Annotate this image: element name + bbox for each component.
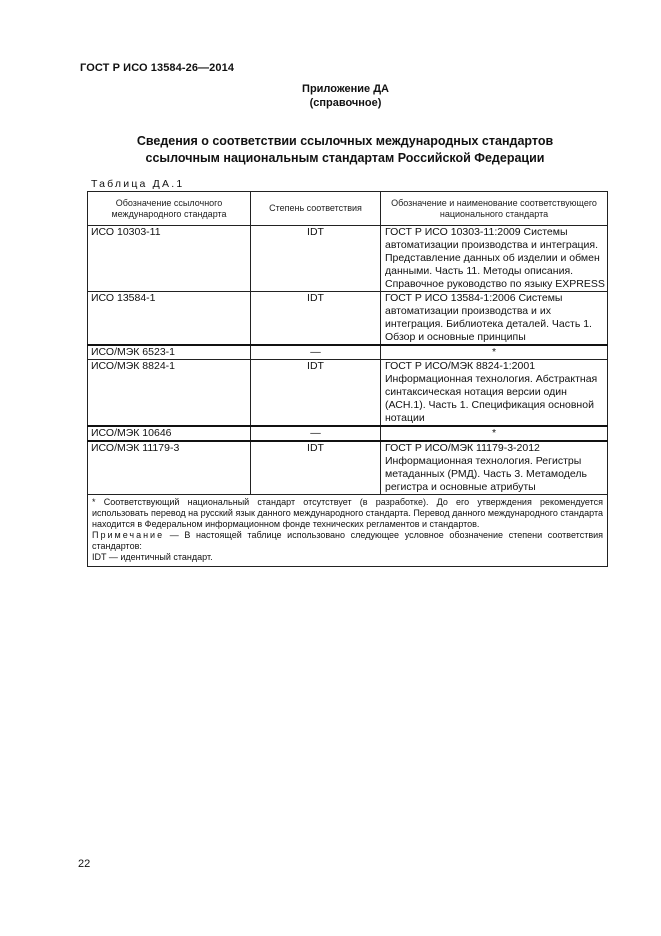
note-label: Примечание (92, 530, 165, 540)
intl-standard-cell: ИСО/МЭК 8824-1 (88, 360, 251, 427)
intl-standard-cell: ИСО/МЭК 10646 (88, 426, 251, 441)
header-degree: Степень соответствия (251, 192, 381, 226)
table-row (88, 345, 608, 360)
degree-cell: — (251, 426, 381, 441)
degree-cell: IDT (251, 441, 381, 495)
national-standard-cell: * (381, 426, 608, 441)
national-standard-cell: ГОСТ Р ИСО/МЭК 8824-1:2001 Информационная технология. Абстрактная синтаксическая нотация версии один (АСН.1). Часть 1. Спецификация основной нотации (381, 360, 608, 427)
footnote-text: * Соответствующий национальный стандарт отсутствует (в разработке). До его утверждения рекомендуется использовать перевод на русский язык данного международного стандарта. Перевод данного международного стандарта находится в Федеральном информационном фонде технических регламентов и стандартов. (92, 497, 603, 529)
table-footnote-row (88, 495, 608, 567)
degree-cell: — (251, 345, 381, 360)
header-intl-standard: Обозначение ссылочного международного стандарта (88, 192, 251, 226)
correspondence-table (87, 191, 608, 567)
national-standard-cell: ГОСТ Р ИСО/МЭК 11179-3-2012 Информационная технология. Регистры метаданных (РМД). Часть 3. Метамодель регистра и основные атрибуты (381, 441, 608, 495)
appendix-heading (0, 82, 661, 110)
table-row (88, 441, 608, 495)
national-standard-cell: ГОСТ Р ИСО 10303-11:2009 Системы автоматизации производства и интеграция. Представление данных об изделии и обмен данными. Часть 11. Методы описания. Справочное руководство по языку EXPRESS (381, 226, 608, 292)
document-code: ГОСТ Р ИСО 13584-26—2014 (80, 62, 235, 74)
intl-standard-cell: ИСО 10303-11 (88, 226, 251, 292)
note-paragraph (92, 530, 603, 552)
appendix-subtitle: (справочное) (309, 97, 382, 109)
footnote-cell (88, 495, 608, 567)
degree-cell: IDT (251, 292, 381, 346)
appendix-title: Приложение ДА (302, 83, 389, 95)
section-title-line-1: Сведения о соответствии ссылочных международных стандартов (136, 134, 554, 148)
note-idt-definition: IDT — идентичный стандарт. (92, 552, 213, 562)
degree-cell: IDT (251, 360, 381, 427)
note-text: — В настоящей таблице использовано следующее условное обозначение степени соответствия стандартов: (92, 530, 603, 551)
table-row (88, 226, 608, 292)
intl-standard-cell: ИСО/МЭК 6523-1 (88, 345, 251, 360)
degree-cell: IDT (251, 226, 381, 292)
page-number: 22 (78, 858, 91, 870)
intl-standard-cell: ИСО/МЭК 11179-3 (88, 441, 251, 495)
national-standard-cell: ГОСТ Р ИСО 13584-1:2006 Системы автоматизации производства и их интеграция. Библиотека деталей. Часть 1. Обзор и основные принципы (381, 292, 608, 346)
table-row (88, 360, 608, 427)
section-title (80, 133, 610, 167)
national-standard-cell: * (381, 345, 608, 360)
table-caption: Таблица ДА.1 (91, 178, 185, 190)
table-header-row (88, 192, 608, 226)
header-national-standard: Обозначение и наименование соответствующего национального стандарта (381, 192, 608, 226)
table-row (88, 292, 608, 346)
intl-standard-cell: ИСО 13584-1 (88, 292, 251, 346)
section-title-line-2: ссылочным национальным стандартам Российской Федерации (145, 151, 545, 165)
table-row (88, 426, 608, 441)
